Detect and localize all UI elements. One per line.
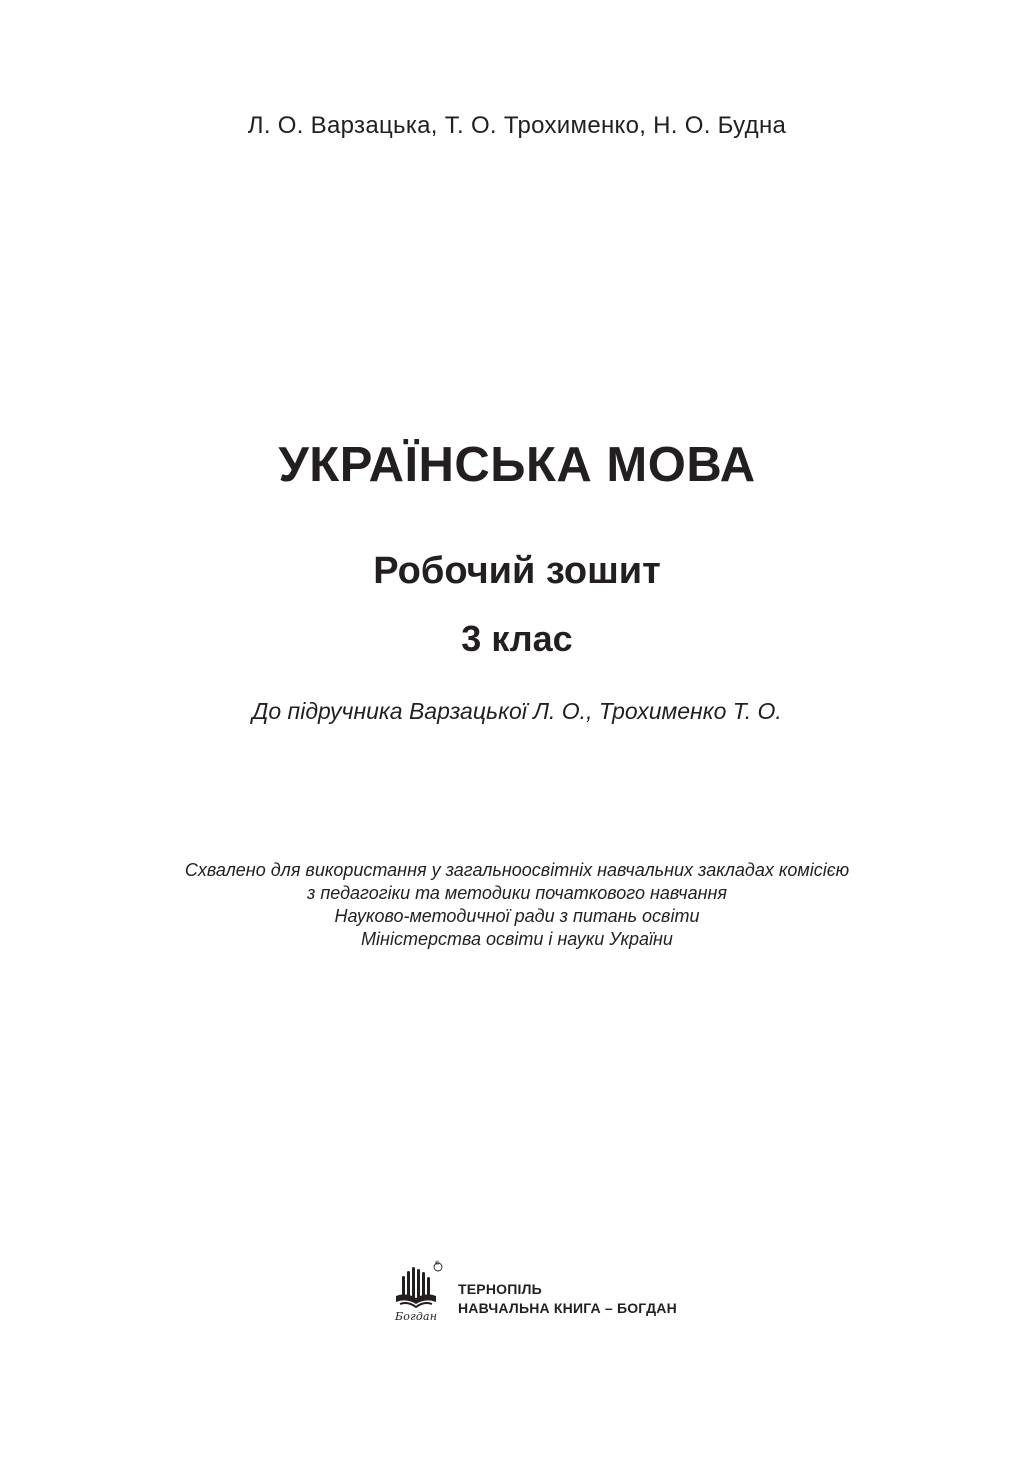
- registered-mark: ®: [435, 1261, 440, 1267]
- book-with-plant-logo-icon: [392, 1262, 448, 1328]
- approval-line: Міністерства освіти і науки України: [361, 929, 673, 949]
- publisher-block: [392, 1262, 677, 1328]
- publisher-name: НАВЧАЛЬНА КНИГА – БОГДАН: [458, 1300, 677, 1316]
- publisher-info: [458, 1280, 677, 1318]
- approval-line: з педагогіки та методики початкового навчання: [306, 883, 728, 903]
- logo-wordmark: Богдан: [395, 1310, 438, 1323]
- book-subtitle: Робочий зошит: [373, 550, 661, 592]
- grade-label: 3 клас: [461, 618, 573, 659]
- logo-graphic: [392, 1262, 448, 1314]
- textbook-reference: До підручника Варзацької Л. О., Трохименко Т. О.: [252, 698, 782, 724]
- book-title: УКРАЇНСЬКА МОВА: [278, 438, 756, 492]
- approval-statement: [0, 859, 1034, 951]
- publisher-city: ТЕРНОПІЛЬ: [458, 1281, 542, 1297]
- approval-line: Схвалено для використання у загальноосвітніх навчальних закладах комісією: [184, 860, 850, 880]
- authors-line: Л. О. Варзацька, Т. О. Трохименко, Н. О. Будна: [247, 112, 787, 139]
- approval-line: Науково-методичної ради з питань освіти: [334, 906, 700, 926]
